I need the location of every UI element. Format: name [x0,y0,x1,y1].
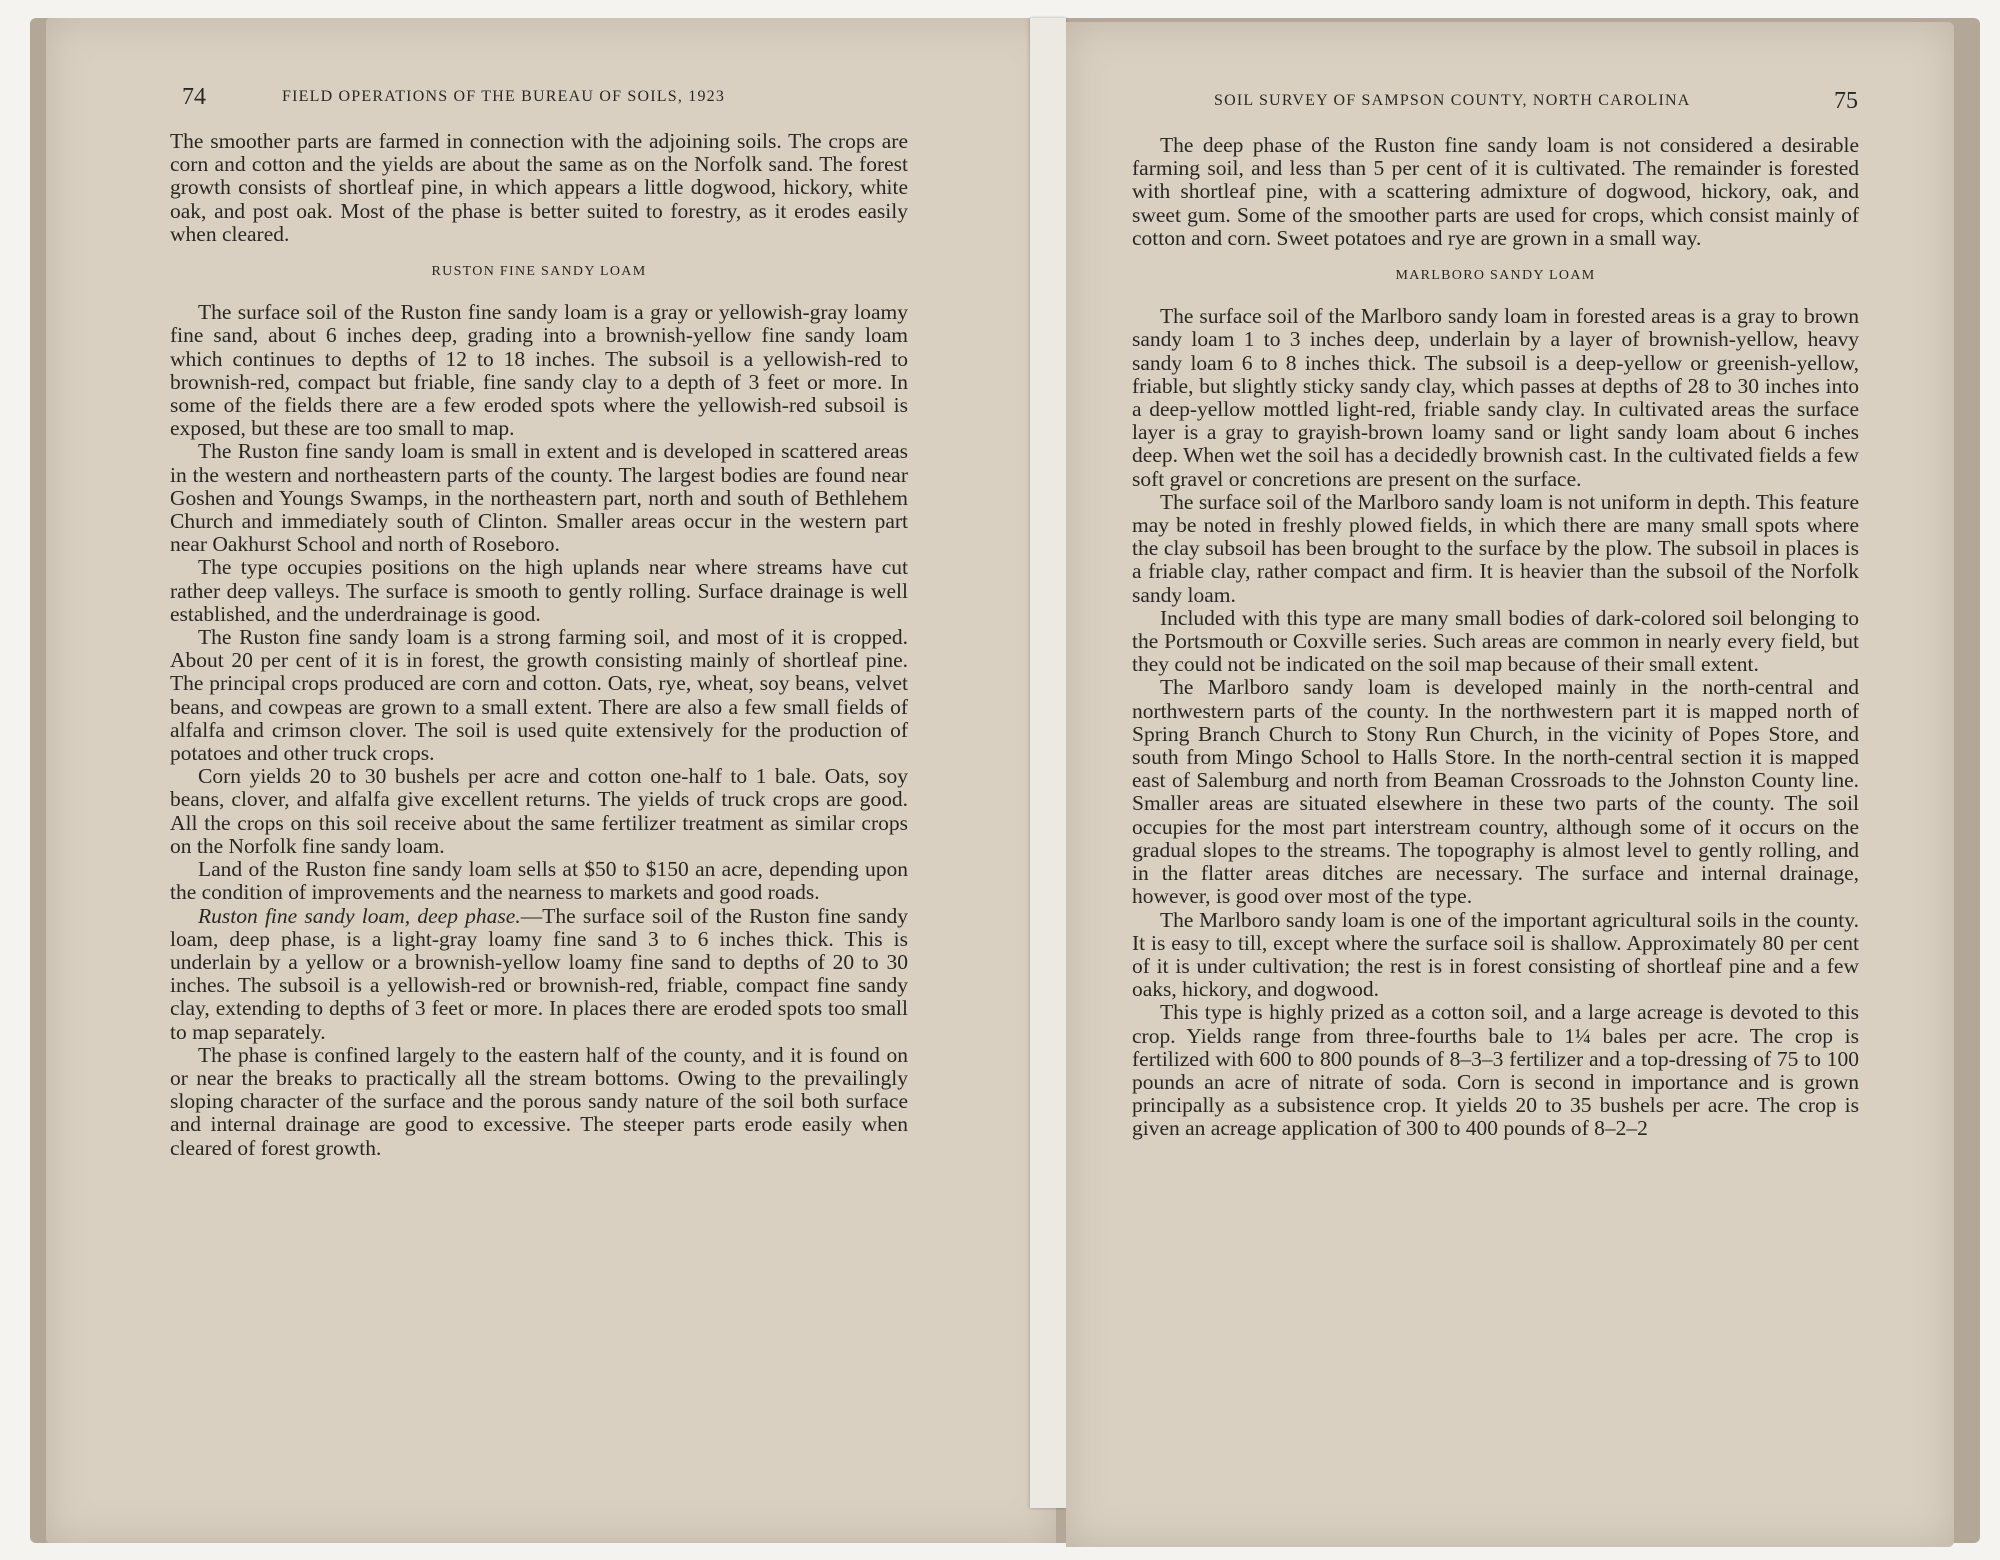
paragraph: The surface soil of the Marlboro sandy loam is not uniform in depth. This feature may be noted in freshly plowed fields, in which there are many small spots where the clay subsoil has been brought to the surface by the plow. The subsoil in places is a friable clay, rather compact and firm. It is heavier than the subsoil of the Norfolk sandy loam. [1132,489,1859,607]
paragraph: The smoother parts are farmed in connection with the adjoining soils. The crops are corn and cotton and the yields are about the same as on the Norfolk sand. The forest growth consists of shortleaf pine, in which appears a little dogwood, hickory, white oak, and post oak. Most of the phase is better suited to forestry, as it erodes easily when cleared. [170,129,908,246]
gutter-paper-strip [1030,18,1066,1508]
paragraph: The Marlboro sandy loam is developed mainly in the north-central and northwestern parts of the county. In the northwestern part it is mapped north of Spring Branch Church to Stony Run Church, in the vicinity of Popes Store, and south from Mingo School to Halls Store. In the north-central section it is mapped east of Salemburg and north from Beaman Crossroads to the Johnston County line. Smaller areas are situated elsewhere in these two parts of the county. The soil occupies for the most part interstream country, although some of it occurs on the gradual slopes to the streams. The topography is almost level to gently rolling, and in the flatter areas ditches are necessary. The surface and internal drainage, however, is good over most of the type. [1132,675,1859,909]
phase-title: Ruston fine sandy loam, deep phase. [198,903,521,928]
section-heading: RUSTON FINE SANDY LOAM [431,264,647,280]
paragraph: The deep phase of the Ruston fine sandy loam is not considered a desirable farming soil, and less than 5 per cent of it is cultivated. The remainder is forested with shortleaf pine, with a scattering admixture of dogwood, hickory, oak, and sweet gum. Some of the smoother parts are used for crops, which consist mainly of cotton and corn. Sweet potatoes and rye are grown in a small way. [1132,133,1859,250]
left-page [46,18,1056,1543]
paragraph: The Marlboro sandy loam is one of the important agricultural soils in the county. It is easy to till, except where the surface soil is shallow. Approximately 80 per cent of it is under cultivation; the rest is in forest consisting of shortleaf pine and a few oaks, hickory, and dogwood. [1132,907,1859,1002]
running-head: FIELD OPERATIONS OF THE BUREAU OF SOILS, 1923 [282,88,726,105]
phase-text: —The surface soil of the Ruston fine sandy loam, deep phase, is a light-gray loamy fine sand 3 to 6 inches thick. This is underlain by a yellow or a brownish-yellow loamy fine sand to depths of 20 to 30 inches. The subsoil is a yellowish-red or brownish-red, friable, compact fine sandy clay, extending to depths of 3 feet or more. In places there are eroded spots too small to map separately. [170,903,908,1044]
paragraph: Corn yields 20 to 30 bushels per acre and cotton one-half to 1 bale. Oats, soy beans, clover, and alfalfa give excellent returns. The yields of truck crops are good. All the crops on this soil receive about the same fertilizer treatment as similar crops on the Norfolk fine sandy loam. [170,764,908,858]
page-number: 75 [1834,88,1858,114]
section-heading: MARLBORO SANDY LOAM [1395,268,1596,284]
right-page [1066,22,1954,1547]
paragraph: The type occupies positions on the high uplands near where streams have cut rather deep valleys. The surface is smooth to gently rolling. Surface drainage is well established, and the underdrainage is good. [170,555,908,626]
page-number: 74 [182,84,206,110]
paragraph-deep-phase [170,905,908,1044]
paragraph: The Ruston fine sandy loam is a strong farming soil, and most of it is cropped. About 20 per cent of it is in forest, the growth consisting mainly of shortleaf pine. The principal crops produced are corn and cotton. Oats, rye, wheat, soy beans, velvet beans, and cowpeas are grown to a small extent. There are also a few small fields of alfalfa and crimson clover. The soil is used quite extensively for the production of potatoes and other truck crops. [170,625,908,766]
running-head: SOIL SURVEY OF SAMPSON COUNTY, NORTH CAROLINA [1214,92,1691,109]
paragraph: Included with this type are many small bodies of dark-colored soil belonging to the Portsmouth or Coxville series. Such areas are common in nearly every field, but they could not be indicated on the soil map because of their small extent. [1132,605,1859,677]
right-text-column [1132,134,1859,1141]
paragraph: The phase is confined largely to the eastern half of the county, and it is found on or near the breaks to practically all the stream bottoms. Owing to the prevailingly sloping character of the surface and the porous sandy nature of the soil both surface and internal drainage are good to excessive. The steeper parts erode easily when cleared of forest growth. [170,1042,908,1160]
left-text-column [170,130,908,1160]
paragraph: This type is highly prized as a cotton soil, and a large acreage is devoted to this crop. Yields range from three-fourths bale to 1¼ bales per acre. The crop is fertilized with 600 to 800 pounds of 8–3–3 fertilizer and a top-dressing of 75 to 100 pounds an acre of nitrate of soda. Corn is second in importance and is grown principally as a subsistence crop. It yields 20 to 35 bushels per acre. The crop is given an acreage application of 300 to 400 pounds of 8–2–2 [1132,1000,1859,1141]
paragraph: The surface soil of the Marlboro sandy loam in forested areas is a gray to brown sandy loam 1 to 3 inches deep, underlain by a layer of brownish-yellow, heavy sandy loam 6 to 8 inches thick. The subsoil is a deep-yellow or greenish-yellow, friable, but slightly sticky sandy clay, which passes at depths of 28 to 30 inches into a deep-yellow mottled light-red, friable sandy clay. In cultivated areas the surface layer is a gray to grayish-brown loamy sand or light sandy loam about 6 inches deep. When wet the soil has a decidedly brownish cast. In the cultivated fields a few soft gravel or concretions are present on the surface. [1132,304,1859,491]
paragraph: Land of the Ruston fine sandy loam sells at $50 to $150 an acre, depending upon the condition of improvements and the nearness to markets and good roads. [170,857,908,905]
paragraph: The surface soil of the Ruston fine sandy loam is a gray or yellowish-gray loamy fine sand, about 6 inches deep, grading into a brownish-yellow fine sandy loam which continues to depths of 12 to 18 inches. The subsoil is a yellowish-red to brownish-red, compact but friable, fine sandy clay to a depth of 3 feet or more. In some of the fields there are a few eroded spots where the yellowish-red subsoil is exposed, but these are too small to map. [170,300,908,441]
paragraph: The Ruston fine sandy loam is small in extent and is developed in scattered areas in the western and northeastern parts of the county. The largest bodies are found near Goshen and Youngs Swamps, in the northeastern part, north and south of Bethlehem Church and immediately south of Clinton. Smaller areas occur in the western part near Oakhurst School and north of Roseboro. [170,439,908,557]
